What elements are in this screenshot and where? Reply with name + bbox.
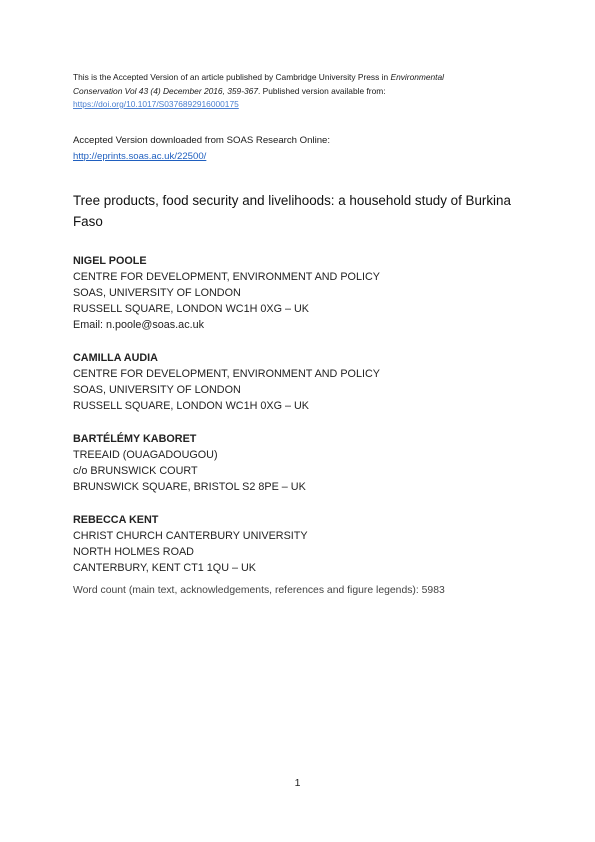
author-affiliation-line: BRUNSWICK SQUARE, BRISTOL S2 8PE – UK — [73, 481, 306, 493]
doi-link[interactable]: https://doi.org/10.1017/S0376892916000175 — [73, 99, 239, 109]
author-name: BARTÉLÉMY KABORET — [73, 433, 197, 445]
author-affiliation-line: RUSSELL SQUARE, LONDON WC1H 0XG – UK — [73, 303, 309, 315]
author-list — [73, 253, 533, 593]
author-block — [73, 253, 533, 333]
notice-text: This is the Accepted Version of an article published by Cambridge University Press in — [73, 72, 391, 82]
repository-info — [73, 133, 330, 165]
author-affiliation-line: NORTH HOLMES ROAD — [73, 546, 194, 558]
journal-name: Environmental — [390, 72, 445, 82]
word-count: Word count (main text, acknowledgements, references and figure legends): 5983 — [73, 585, 445, 596]
author-block — [73, 350, 533, 414]
page-number: 1 — [294, 777, 301, 789]
repository-link[interactable]: http://eprints.soas.ac.uk/22500/ — [73, 151, 207, 162]
author-affiliation-line: CHRIST CHURCH CANTERBURY UNIVERSITY — [73, 530, 308, 542]
author-affiliation-line: TREEAID (OUAGADOUGOU) — [73, 449, 218, 461]
author-affiliation-line: CENTRE FOR DEVELOPMENT, ENVIRONMENT AND POLICY — [73, 271, 380, 283]
author-affiliation-line: c/o BRUNSWICK COURT — [73, 465, 198, 477]
notice-available-text: . Published version available from: — [257, 85, 386, 96]
notice-line-3 — [73, 98, 533, 112]
author-name: CAMILLA AUDIA — [73, 352, 158, 364]
repository-label: Accepted Version downloaded from SOAS Research Online: — [73, 135, 331, 146]
notice-line-1 — [73, 71, 533, 85]
author-affiliation-line: CENTRE FOR DEVELOPMENT, ENVIRONMENT AND POLICY — [73, 368, 380, 380]
journal-volume: Conservation Vol 43 (4) December 2016, 359-367 — [73, 85, 258, 96]
notice-line-2 — [73, 85, 533, 99]
author-name: NIGEL POOLE — [73, 255, 147, 267]
author-affiliation-line: SOAS, UNIVERSITY OF LONDON — [73, 384, 241, 396]
author-affiliation-line: RUSSELL SQUARE, LONDON WC1H 0XG – UK — [73, 400, 309, 412]
author-affiliation-line: SOAS, UNIVERSITY OF LONDON — [73, 287, 241, 299]
paper-title: Tree products, food security and livelihoods: a household study of Burkina Faso — [73, 193, 511, 229]
author-email: Email: n.poole@soas.ac.uk — [73, 319, 204, 331]
repository-url-line — [73, 149, 330, 165]
author-affiliation-line: CANTERBURY, KENT CT1 1QU – UK — [73, 562, 256, 574]
author-name: REBECCA KENT — [73, 514, 159, 526]
author-block — [73, 431, 533, 495]
publication-notice — [73, 71, 533, 112]
author-block — [73, 512, 533, 576]
